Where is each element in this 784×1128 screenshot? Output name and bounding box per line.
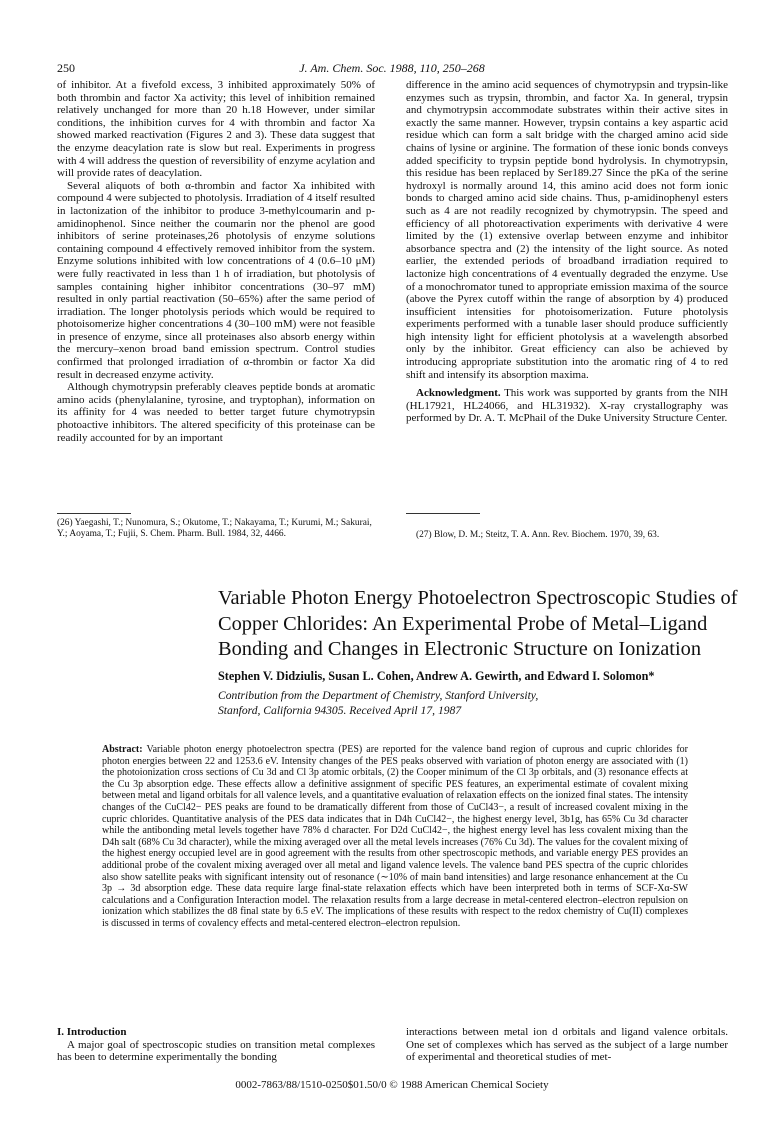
affiliation-line-1: Contribution from the Department of Chemistry, Stanford University, [218,689,539,702]
paragraph: difference in the amino acid sequences of chymotrypsin and trypsin-like enzymes such as trypsin, thrombin, and factor Xa. In general, trypsin and chymotrypsin accommodate substrates within their active sites in exactly the same manner. However, trypsin contains a key aspartic acid residue which can form a salt bridge with the charged amino acid side chains of lysine or arginine. The formation of these ionic bonds conveys added specificity to trypsin peptide bond hydrolysis. In chymotrypsin, this residue has been replaced by Ser189.27 Since the pKa of the serine hydroxyl is normally around 14, this amino acid does not form ionic bonds to charged amino acid side chains. Thus, p-amidinophenyl esters such as 4 are not readily recognized by chymotrypsin. The speed and efficiency of all photoreactivation experiments with derivative 4 were limited by the (1) extensive overlap between enzyme and inhibitor absorbance spectra and (2) the intensity of the light source. As noted earlier, the extended periods of broadband irradiation required to lactonize high concentrations of 4 eventually degraded the enzyme. Use of a monochromator tuned to appropriate emission maxima of the source (above the Pyrex cutoff within the range of absorption by 4) produced insufficient intensities for photoisomerization. Future photolysis experiments performed with a tunable laser should produce sufficiently high intensity light for efficient photolysis at a wavelength absorbed only by the inhibitor. Great efficiency can also be achieved by introducing appropriate substitution into the aromatic ring of 4 to red shift and intensify its absorption maxima. [406,79,728,381]
running-header: J. Am. Chem. Soc. 1988, 110, 250–268 [299,61,485,75]
footnote-rule [406,513,480,514]
paragraph: Several aliquots of both α-thrombin and factor Xa inhibited with compound 4 were subjected to photolysis. Irradiation of 4 itself resulted in lactonization of the inhibitor to produce 3-methylcoumarin and p-amidinophenol. Since neither the coumarin nor the phenol are good inhibitors of serine proteinases,26 photolysis of enzyme solutions containing compound 4 effectively removed inhibitor from the system. Enzyme solutions inhibited with low concentrations of 4 (0.6–10 μM) were fully reactivated in less than 1 h of irradiation, but photolysis of samples containing higher inhibitor concentrations (30–97 mM) resulted in only partial reactivation (50–65%) after the same period of irradiation. The longer photolysis periods which would be required to photoisomerize higher concentrations 4 (30–100 mM) were not feasible in presence of enzyme, since all proteinases also absorb energy within the mercury–xenon broad band emission spectrum. Control studies confirmed that prolonged irradiation of α-thrombin or factor Xa did result in decreased enzyme activity. [57,179,375,381]
page-footer: 0002-7863/88/1510-0250$01.50/0 © 1988 American Chemical Society [235,1079,549,1091]
ack-text: This work was supported by grants from the NIH (HL17921, HL24066, and HL31932). X-ray crystallography was performed by Dr. A. T. McPhail of the Duke University Structure Center. [406,387,728,425]
prev-article-right-column [406,79,728,425]
abstract-label: Abstract: [102,744,143,755]
acknowledgment [406,387,728,425]
intro-right-column [406,1026,728,1064]
footnote-rule [57,513,131,514]
paragraph: interactions between metal ion d orbitals and ligand valence orbitals. One set of complexes which has served as the subject of a large number of experimental and theoretical studies of met- [406,1026,728,1064]
affiliation-line-2: Stanford, California 94305. Received April 17, 1987 [218,704,462,717]
paragraph: A major goal of spectroscopic studies on transition metal complexes has been to determine experimentally the bonding [57,1038,375,1064]
abstract-text: Variable photon energy photoelectron spectra (PES) are reported for the valence band region of cuprous and cupric chlorides for photon energies between 22 and 1253.6 eV. Intensity changes of the PES peaks observed with variation of photon energy are associated with (1) the photoionization cross sections of Cu 3d and Cl 3p atomic orbitals, (2) the Cooper minimum of the Cl 3p orbitals, and (3) resonance effects at the Cu 3p absorption edge. These effects allow a definitive assignment of specific PES features, an experimental estimate of covalent mixing between metal and ligand orbitals for all valence levels, and a quantitative evaluation of relaxation effects on the ionized final states. The intensity changes of the CuCl42− PES peaks are found to be dramatically different from those of CuCl43−, a result of increased covalent mixing in the cupric chlorides. Quantitative analysis of the PES data indicates that in D4h CuCl42−, the highest energy level, 3b1g, has 65% Cu 3d character while the antibonding metal levels together have 78% d character. For D2d CuCl42−, the highest energy level has less covalent mixing than the D4h salt (68% Cu 3d character), while the mixing averaged over all the metal levels increases (76% Cu 3d). The values for the covalent mixing of the highest energy occupied level are in good agreement with the results from other spectroscopic methods, and variable energy PES provides an additional probe of the covalent mixing averaged over all metal and ligand valence levels. The valence band PES spectra of the cupric chlorides also show satellite peaks with significant intensity out of resonance (∼10% of main band intensities) and large resonance enhancement at the Cu 3p → 3d absorption edge. These data require large final-state relaxation effects which have been interpreted both in terms of SCF-Xα-SW calculations and a Configuration Interaction model. The relaxation results from a large decrease in metal-centered electron–electron repulsion on ionization which stabilizes the d8 final state by 6.5 eV. The implications of these results with respect to the redox chemistry of Cu(II) complexes is discussed in terms of covalency effects and metal-centered electron–electron repulsion. [102,744,688,929]
article-title: Variable Photon Energy Photoelectron Spectroscopic Studies of Copper Chlorides: An Experimental Probe of Metal–Ligand Bonding and Changes in Electronic Structure on Ionization [218,587,738,660]
footnote-27: (27) Blow, D. M.; Steitz, T. A. Ann. Rev. Biochem. 1970, 39, 63. [416,530,660,540]
paragraph: of inhibitor. At a fivefold excess, 3 inhibited approximately 50% of both thrombin and factor Xa activity; this level of inhibition remained relatively unchanged for more than 20 h.18 However, under similar conditions, the inhibition curves for 4 with thrombin and factor Xa showed marked reactivation (Figures 2 and 3). These data suggest that the enzyme deacylation rate is slow but real. Experiments in progress with 4 will address the question of reversibility of enzyme acylation and will provide rates of deacylation. [57,79,376,180]
page-number: 250 [57,61,75,75]
prev-article-left-column [57,79,375,444]
section-heading: I. Introduction [57,1026,127,1038]
intro-left-column [57,1026,375,1064]
paragraph: Although chymotrypsin preferably cleaves peptide bonds at aromatic amino acids (phenylalanine, tyrosine, and tryptophan), information on its affinity for 4 was needed to better target future chymotrypsin photoactive inhibitors. The altered specificity of this proteinase can be readily accounted for by an important [57,381,375,444]
article-authors: Stephen V. Didziulis, Susan L. Cohen, Andrew A. Gewirth, and Edward I. Solomon* [218,669,655,683]
ack-heading: Acknowledgment. [416,387,501,400]
footnote-26: (26) Yaegashi, T.; Nunomura, S.; Okutome, T.; Nakayama, T.; Kurumi, M.; Sakurai, Y.; Aoyama, T.; Fujii, S. Chem. Pharm. Bull. 1984, 32, 4466. [57,518,372,539]
abstract [102,744,688,930]
